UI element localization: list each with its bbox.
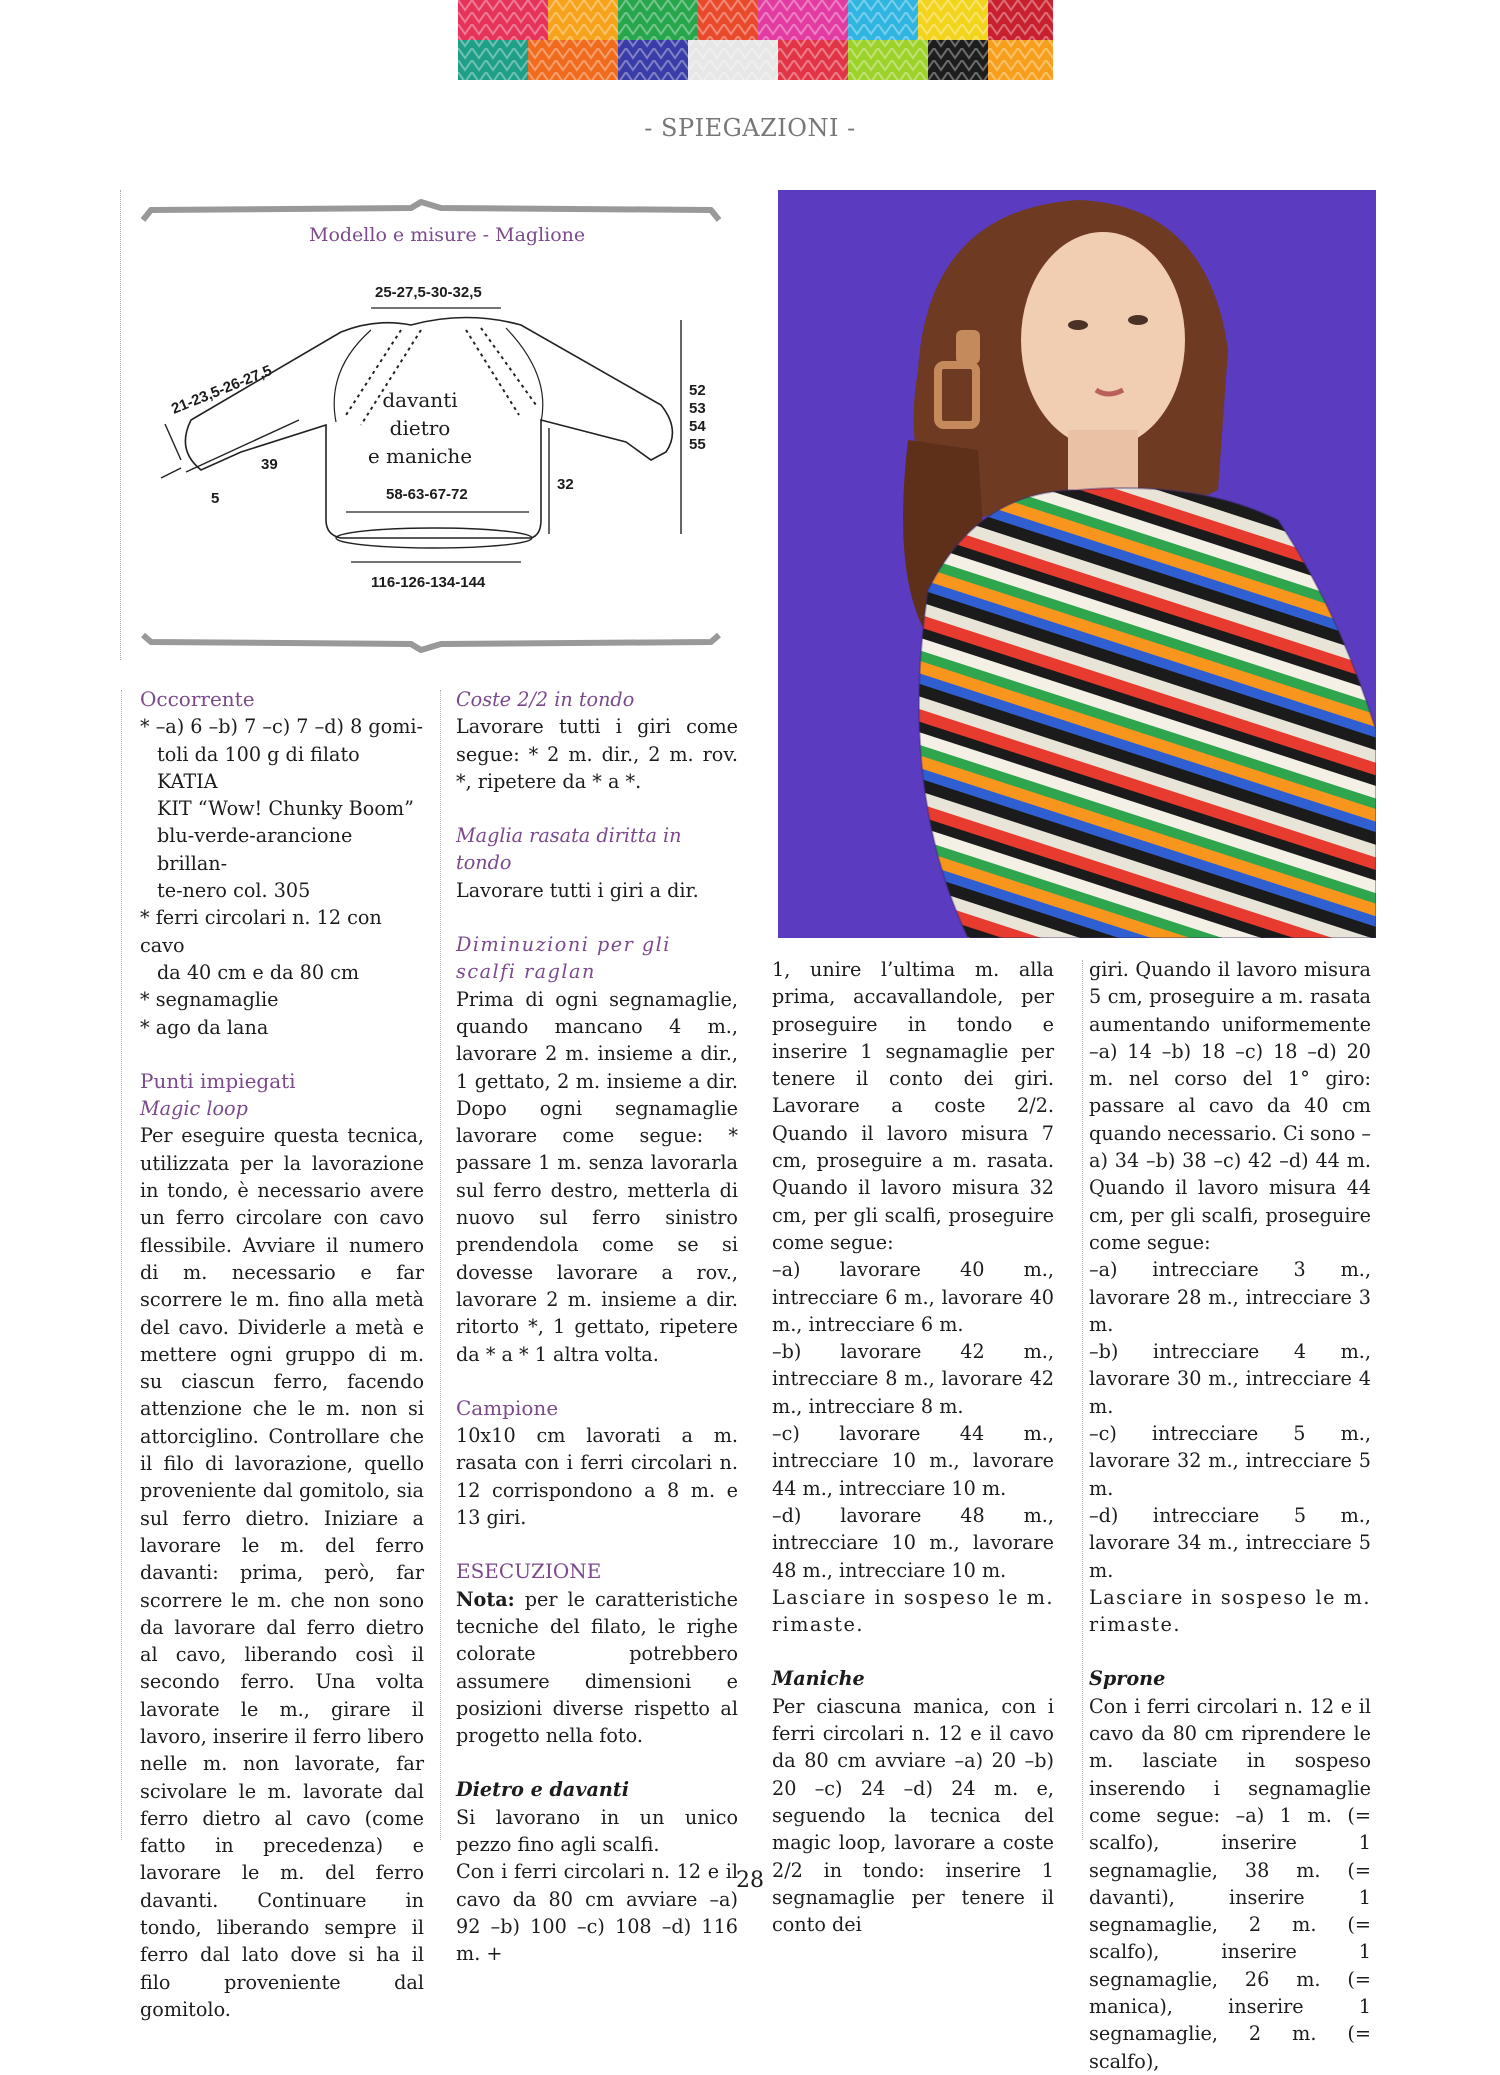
page-header: - SPIEGAZIONI - bbox=[644, 114, 856, 142]
dietro-davanti-text-2: Con i ferri circolari n. 12 e il cavo da 80 cm avviare –a) 92 –b) 100 –c) 108 –d) 116 m. + bbox=[456, 1860, 738, 1966]
scalfi-size-d: –d) intrecciare 5 m., lavorare 34 m., intrecciare 5 m. bbox=[1089, 1503, 1371, 1582]
sospeso-text-2: Lasciare in sospeso le m. rimaste. bbox=[1089, 1585, 1371, 1637]
column-1 bbox=[140, 686, 424, 2023]
coste-text: Lavorare tutti i giri come segue: * 2 m. dir., 2 m. rov. *, ripetere da * a *. bbox=[456, 715, 738, 793]
nota-label: Nota: bbox=[456, 1587, 515, 1611]
diagram-neck-width: 25-27,5-30-32,5 bbox=[375, 284, 482, 301]
knitted-yarn-banner-image bbox=[458, 0, 1053, 80]
diagram-body-height: 32 bbox=[557, 476, 574, 493]
occorrente-item-4: * ago da lana bbox=[140, 1015, 269, 1039]
occ-line: te-nero col. 305 bbox=[157, 879, 311, 903]
nota-text: per le caratteristiche tecniche del filato, le righe colorate potrebbero assumere dimensioni e posizioni diverse rispetto al progetto nella foto. bbox=[456, 1587, 738, 1748]
maniche-continued-text: giri. Quando il lavoro misura 5 cm, proseguire a m. rasata aumentando uniformemente –a) 14 –b) 18 –c) 18 –d) 20 m. nel corso del 1° giro: passare al cavo da 40 cm quando necessario. Ci sono –a) 34 –b) 38 –c) 42 –d) 44 m. Quando il lavoro misura 44 cm, per gli scalfi, proseguire come segue: bbox=[1089, 958, 1371, 1254]
diagram-cuff: 5 bbox=[211, 490, 220, 507]
page-number: 28 bbox=[736, 1868, 764, 1893]
occ-line: da 40 cm e da 80 cm bbox=[157, 960, 360, 984]
occorrente-heading: Occorrente bbox=[140, 687, 255, 711]
height-size-d: 55 bbox=[689, 436, 706, 453]
dietro-davanti-heading: Dietro e davanti bbox=[456, 1778, 630, 1802]
maniche-text: Per ciascuna manica, con i ferri circolari n. 12 e il cavo da 80 cm avviare –a) 20 –b) 20 –c) 24 –d) 24 m. e, seguendo la tecnica del magic loop, lavorare a coste 2/2 in tondo: inserire 1 segnamaglie per tenere il conto dei bbox=[772, 1694, 1054, 1937]
size-d-text: –d) lavorare 48 m., intrecciare 10 m., lavorare 48 m., intrecciare 10 m. bbox=[772, 1503, 1054, 1582]
punti-heading: Punti impiegati bbox=[140, 1068, 296, 1093]
column-rule-1 bbox=[121, 690, 122, 1840]
scalfi-size-c: –c) intrecciare 5 m., lavorare 32 m., intrecciare 5 m. bbox=[1089, 1422, 1371, 1500]
dietro-davanti-text-1: Si lavorano in un unico pezzo fino agli scalfi. bbox=[456, 1805, 738, 1856]
campione-text: 10x10 cm lavorati a m. rasata con i ferri circolari n. 12 corrispondono a 8 m. e 13 giri. bbox=[456, 1424, 738, 1530]
occorrente-item-3: * segnamaglie bbox=[140, 988, 279, 1012]
occorrente-item-2 bbox=[140, 904, 424, 986]
model-photo bbox=[778, 190, 1376, 938]
rasata-text: Lavorare tutti i giri a dir. bbox=[456, 878, 699, 902]
scalfi-size-a: –a) intrecciare 3 m., lavorare 28 m., intrecciare 3 m. bbox=[1089, 1258, 1371, 1336]
coste-heading: Coste 2/2 in tondo bbox=[456, 688, 635, 711]
diagram-total-height bbox=[689, 382, 706, 454]
occ-line: * ferri circolari n. 12 con cavo bbox=[140, 906, 382, 957]
size-b-text: –b) lavorare 42 m., intrecciare 8 m., lavorare 42 m., intrecciare 8 m. bbox=[772, 1340, 1054, 1418]
diminuzioni-text: Prima di ogni segnamaglie, quando mancano 4 m., lavorare 2 m. insieme a dir., 1 gettato, 2 m. insieme a dir. Dopo ogni segnamaglie lavorare come segue: * passare 1 m. senza lavorarla sul ferro destro, metterla di nuovo sul ferro sinistro prendendola come se si dovesse lavorare a rov., lavorare 2 m. insieme a dir. ritorto *, 1 gettato, ripetere da * a * 1 altra volta. bbox=[456, 987, 738, 1366]
esecuzione-heading: ESECUZIONE bbox=[456, 1559, 602, 1584]
occ-line: toli da 100 g di filato KATIA bbox=[157, 742, 360, 793]
diagram-body-label bbox=[365, 386, 475, 470]
column-3 bbox=[772, 956, 1054, 1938]
body-label-sleeves: e maniche bbox=[367, 444, 473, 468]
sprone-text: Con i ferri circolari n. 12 e il cavo da 80 cm riprendere le m. lasciate in sospeso inserendo i segnamaglie come segue: –a) 1 m. (= scalfo), inserire 1 segnamaglie, 38 m. (= davanti), inserire 1 segnamaglie, 2 m. (= scalfo), inserire 1 segnamaglie, 26 m. (= manica), inserire 1 segnamaglie, 2 m. (= scalfo), bbox=[1089, 1694, 1371, 2073]
height-size-b: 53 bbox=[689, 400, 706, 417]
dietro-continued-text: 1, unire l’ultima m. alla prima, accavallandole, per proseguire in tondo e inserire 1 segnamaglie per tenere il conto dei giri. Lavorare a coste 2/2. Quando il lavoro misura 7 cm, proseguire a m. rasata. Quando il lavoro misura 32 cm, per gli scalfi, proseguire come segue: bbox=[772, 958, 1054, 1254]
size-c-text: –c) lavorare 44 m., intrecciare 10 m., lavorare 44 m., intrecciare 10 m. bbox=[772, 1422, 1054, 1500]
scalfi-size-b: –b) intrecciare 4 m., lavorare 30 m., intrecciare 4 m. bbox=[1089, 1340, 1371, 1418]
column-rule-2 bbox=[440, 690, 441, 1840]
campione-heading: Campione bbox=[456, 1395, 559, 1420]
occorrente-item-1 bbox=[140, 713, 424, 904]
diagram-body-width: 58-63-67-72 bbox=[386, 486, 468, 503]
occ-line: KIT “Wow! Chunky Boom” bbox=[157, 797, 414, 821]
sprone-heading: Sprone bbox=[1089, 1667, 1166, 1691]
height-size-c: 54 bbox=[689, 418, 706, 435]
column-rule-3 bbox=[1082, 960, 1083, 1840]
body-label-back: dietro bbox=[389, 416, 451, 440]
diminuzioni-heading: Diminuzioni per gli scalfi raglan bbox=[456, 933, 671, 984]
diagram-sleeve-width: 21-23,5-26-27,5 bbox=[169, 362, 275, 418]
sospeso-text: Lasciare in sospeso le m. rimaste. bbox=[772, 1585, 1054, 1637]
diagram-sleeve-length: 39 bbox=[261, 456, 278, 473]
maniche-heading: Maniche bbox=[772, 1667, 865, 1691]
sweater-diagram bbox=[120, 190, 755, 660]
occ-line: * –a) 6 –b) 7 –c) 7 –d) 8 gomi- bbox=[140, 715, 424, 739]
occ-line: blu-verde-arancione brillan- bbox=[157, 824, 353, 875]
rasata-heading: Maglia rasata diritta in tondo bbox=[456, 824, 682, 875]
column-4 bbox=[1089, 956, 1371, 2075]
body-label-front: davanti bbox=[382, 388, 458, 412]
height-size-a: 52 bbox=[689, 382, 706, 399]
size-a-text: –a) lavorare 40 m., intrecciare 6 m., lavorare 40 m., intrecciare 6 m. bbox=[772, 1258, 1054, 1336]
column-2 bbox=[456, 686, 738, 1967]
magic-loop-heading: Magic loop bbox=[140, 1097, 248, 1121]
diagram-title: Modello e misure - Maglione bbox=[309, 224, 586, 246]
diagram-circumference: 116-126-134-144 bbox=[371, 574, 486, 591]
magic-loop-text: Per eseguire questa tecnica, utilizzata per la lavorazione in tondo, è necessario avere un ferro circolare con cavo flessibile. Avviare il numero di m. necessario e far scorrere le m. fino alla metà del cavo. Dividerle a metà e mettere ogni gruppo di m. su ciascun ferro, facendo attenzione che le m. non si attorciglino. Controllare che il filo di lavorazione, quello proveniente dal gomitolo, sia sul ferro dietro. Iniziare a lavorare le m. del ferro davanti: prima, però, far scorrere le m. che non sono da lavorare dal ferro dietro al cavo, liberando così il secondo ferro. Una volta lavorate le m., girare il lavoro, inserire il ferro libero nelle m. non lavorate, far scivolare le m. lavorate dal ferro dietro al cavo (come fatto in precedenza) e lavorare le m. del ferro davanti. Continuare in tondo, liberando sempre il ferro dal lato dove si ha il filo proveniente dal gomitolo. bbox=[140, 1124, 424, 2021]
nota-paragraph bbox=[456, 1586, 738, 1750]
